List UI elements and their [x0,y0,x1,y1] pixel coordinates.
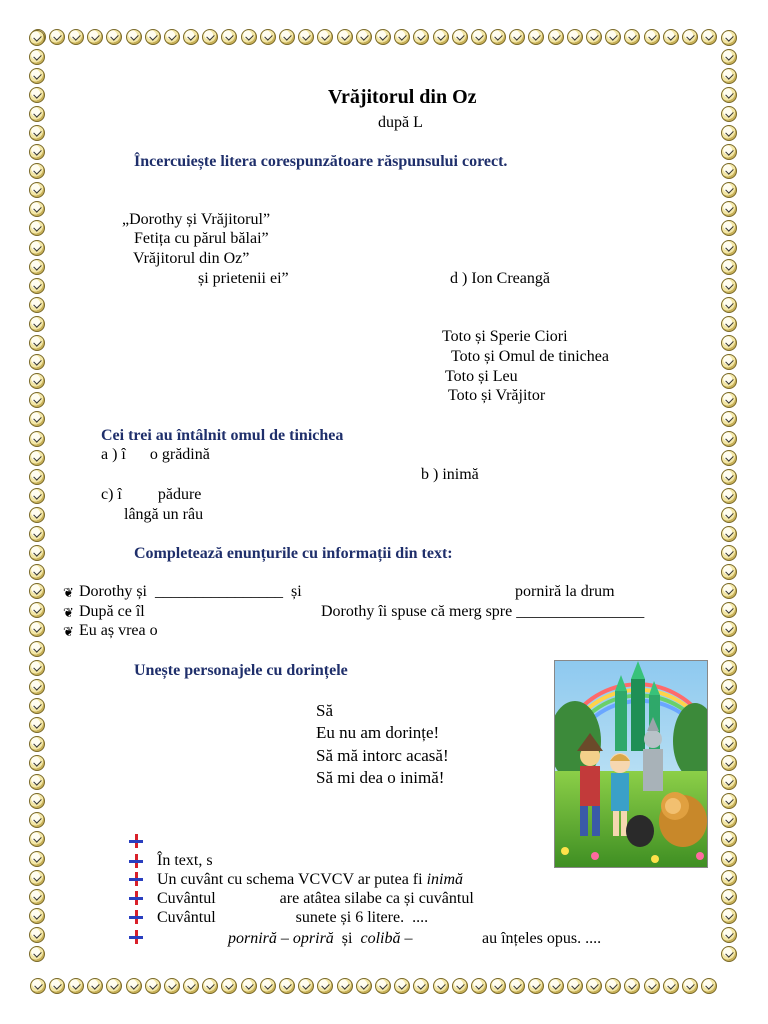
clock-border-icon [721,373,737,389]
clock-border-icon [29,927,45,943]
clock-border-icon [721,450,737,466]
s3-line2b: Dorothy îi spuse că merg spre ________________ [321,603,645,620]
clock-border-icon [106,29,122,45]
clock-border-icon [394,978,410,994]
clock-border-icon [29,641,45,657]
clock-border-icon [624,978,640,994]
clock-border-icon [29,812,45,828]
clock-border-icon [721,736,737,752]
s3-bullet: ❦ [63,624,74,639]
clock-border-icon [721,946,737,962]
clock-border-icon [721,793,737,809]
clock-border-icon [337,978,353,994]
s5-item5-d: au înțeles opus. .... [482,930,602,947]
clock-border-icon [471,978,487,994]
clock-border-icon [721,812,737,828]
clock-border-icon [721,755,737,771]
s5-item5-b: și [341,930,353,947]
clock-border-icon [164,29,180,45]
clock-border-icon [721,144,737,160]
clock-border-icon [721,660,737,676]
clock-border-icon [721,163,737,179]
s1-right-option: Toto și Leu [445,368,518,385]
section3-heading: Completează enunțurile cu informații din text: [134,545,453,562]
s1-right-option: Toto și Vrăjitor [448,387,546,404]
clock-border-icon [29,125,45,141]
clock-border-icon [375,978,391,994]
clock-border-icon [413,29,429,45]
page-title: Vrăjitorul din Oz [328,86,477,108]
clock-border-icon [548,978,564,994]
clock-border-icon [29,679,45,695]
clock-border-icon [145,29,161,45]
clock-border-icon [721,679,737,695]
clock-border-icon [375,29,391,45]
clock-border-icon [721,908,737,924]
s5-item5-c: colibă – [360,930,413,947]
border-right [720,28,738,964]
clock-border-icon [29,698,45,714]
clock-border-icon [317,978,333,994]
clock-border-icon [721,297,737,313]
clock-border-icon [29,564,45,580]
clock-border-icon [682,978,698,994]
s2-a: a ) î o grădină [101,446,210,463]
s1-line: și prietenii ei” [198,270,289,287]
clock-border-icon [29,373,45,389]
clock-border-icon [721,87,737,103]
clock-border-icon [394,29,410,45]
clock-border-icon [721,316,737,332]
clock-border-icon [721,602,737,618]
clock-border-icon [49,978,65,994]
clock-border-icon [721,488,737,504]
clock-border-icon [29,354,45,370]
clock-border-icon [721,411,737,427]
clock-border-icon [624,29,640,45]
clock-border-icon [29,526,45,542]
clock-border-icon [29,717,45,733]
clock-border-icon [721,30,737,46]
clock-border-icon [29,259,45,275]
clock-border-icon [721,564,737,580]
clock-border-icon [298,29,314,45]
section1-heading: Încercuiește litera corespunzătoare răspunsului corect. [134,153,508,170]
clock-border-icon [721,927,737,943]
clock-border-icon [29,316,45,332]
clock-border-icon [721,182,737,198]
clock-border-icon [241,978,257,994]
clock-border-icon [721,851,737,867]
bullet-cross-icon [129,854,143,868]
subtitle: după L [378,114,423,131]
clock-border-icon [29,392,45,408]
clock-border-icon [221,978,237,994]
clock-border-icon [452,29,468,45]
clock-border-icon [260,978,276,994]
clock-border-icon [29,831,45,847]
clock-border-icon [701,29,717,45]
clock-border-icon [29,278,45,294]
clock-border-icon [68,29,84,45]
clock-border-icon [30,978,46,994]
s5-item: Cuvântul are atâtea silabe ca și cuvântul [157,890,474,907]
clock-border-icon [663,29,679,45]
border-top [28,28,719,46]
clock-border-icon [29,774,45,790]
clock-border-icon [202,29,218,45]
clock-border-icon [721,889,737,905]
clock-border-icon [29,602,45,618]
clock-border-icon [337,29,353,45]
clock-border-icon [721,106,737,122]
clock-border-icon [490,978,506,994]
clock-border-icon [29,163,45,179]
s5-item-italic: inimă [426,871,464,888]
clock-border-icon [721,240,737,256]
clock-border-icon [356,29,372,45]
clock-border-icon [721,583,737,599]
clock-border-icon [721,526,737,542]
s1-line: „Dorothy și Vrăjitorul” [122,211,271,228]
clock-border-icon [29,106,45,122]
clock-border-icon [356,978,372,994]
clock-border-icon [548,29,564,45]
bullet-cross-icon [129,910,143,924]
clock-border-icon [241,29,257,45]
clock-border-icon [29,621,45,637]
section4-heading: Unește personajele cu dorințele [134,662,348,679]
s1-right-option: Toto și Omul de tinichea [451,348,609,365]
s1-line: Fetița cu părul bălai” [134,230,269,247]
clock-border-icon [29,851,45,867]
s1-line: Vrăjitorul din Oz” [133,250,250,267]
clock-border-icon [126,29,142,45]
clock-border-icon [644,29,660,45]
clock-border-icon [183,978,199,994]
clock-border-icon [528,29,544,45]
clock-border-icon [29,450,45,466]
clock-border-icon [29,793,45,809]
s1-option-d: d ) Ion Creangă [450,270,550,287]
clock-border-icon [490,29,506,45]
clock-border-icon [433,29,449,45]
clock-border-icon [87,29,103,45]
s3-line1a: Dorothy și ________________ și [79,583,302,600]
clock-border-icon [721,774,737,790]
clock-border-icon [279,29,295,45]
clock-border-icon [413,978,429,994]
clock-border-icon [29,469,45,485]
clock-border-icon [567,29,583,45]
clock-border-icon [452,978,468,994]
clock-border-icon [29,220,45,236]
clock-border-icon [663,978,679,994]
s5-item5-a: porniră – opriră [228,930,334,947]
clock-border-icon [29,908,45,924]
clock-border-icon [721,278,737,294]
clock-border-icon [145,978,161,994]
clock-border-icon [471,29,487,45]
clock-border-icon [29,870,45,886]
s2-c: c) î pădure [101,486,202,503]
s2-d: lângă un râu [124,506,204,523]
clock-border-icon [29,49,45,65]
bullet-cross-icon [129,930,143,944]
clock-border-icon [29,30,45,46]
clock-border-icon [260,29,276,45]
clock-border-icon [29,411,45,427]
s5-item: În text, s [157,852,213,869]
s2-b: b ) inimă [421,466,479,483]
clock-border-icon [721,469,737,485]
clock-border-icon [721,507,737,523]
clock-border-icon [605,29,621,45]
s5-item [157,870,463,889]
clock-border-icon [721,717,737,733]
clock-border-icon [317,29,333,45]
clock-border-icon [29,68,45,84]
s5-item: Cuvântul sunete și 6 litere. .... [157,909,429,926]
s3-bullet: ❦ [63,605,74,620]
clock-border-icon [721,125,737,141]
clock-border-icon [183,29,199,45]
clock-border-icon [29,240,45,256]
clock-border-icon [29,201,45,217]
section2-heading: Cei trei au întâlnit omul de tinichea [101,427,344,444]
clock-border-icon [87,978,103,994]
wish-line: Eu nu am dorințe! [316,723,440,742]
clock-border-icon [605,978,621,994]
clock-border-icon [29,660,45,676]
s3-line1b: porniră la drum [515,583,615,600]
clock-border-icon [29,182,45,198]
clock-border-icon [29,335,45,351]
clock-border-icon [644,978,660,994]
s3-line3: Eu aș vrea o [79,622,158,639]
clock-border-icon [202,978,218,994]
clock-border-icon [29,87,45,103]
s1-right-option: Toto și Sperie Ciori [442,328,568,345]
clock-border-icon [29,583,45,599]
clock-border-icon [509,978,525,994]
clock-border-icon [106,978,122,994]
clock-border-icon [29,488,45,504]
clock-border-icon [721,220,737,236]
clock-border-icon [586,29,602,45]
clock-border-icon [721,259,737,275]
clock-border-icon [29,946,45,962]
clock-border-icon [586,978,602,994]
clock-border-icon [721,698,737,714]
wish-line: Să mi dea o inimă! [316,768,445,787]
clock-border-icon [29,545,45,561]
wish-line: Să [316,701,333,720]
wizard-of-oz-illustration [554,660,708,868]
clock-border-icon [29,431,45,447]
clock-border-icon [298,978,314,994]
bullet-cross-icon [129,834,143,848]
s5-item [228,929,412,948]
clock-border-icon [29,297,45,313]
bullet-cross-icon [129,891,143,905]
clock-border-icon [164,978,180,994]
clock-border-icon [682,29,698,45]
s3-line2a: După ce îl [79,603,145,620]
clock-border-icon [49,29,65,45]
clock-border-icon [433,978,449,994]
clock-border-icon [279,978,295,994]
clock-border-icon [721,621,737,637]
clock-border-icon [721,68,737,84]
clock-border-icon [221,29,237,45]
clock-border-icon [721,545,737,561]
clock-border-icon [29,144,45,160]
border-bottom [28,977,719,995]
s3-bullet: ❦ [63,585,74,600]
clock-border-icon [68,978,84,994]
clock-border-icon [721,201,737,217]
wish-line: Să mă intorc acasă! [316,746,449,765]
clock-border-icon [721,49,737,65]
clock-border-icon [721,392,737,408]
clock-border-icon [29,889,45,905]
clock-border-icon [721,870,737,886]
clock-border-icon [721,831,737,847]
clock-border-icon [721,335,737,351]
bullet-cross-icon [129,872,143,886]
clock-border-icon [29,755,45,771]
clock-border-icon [29,736,45,752]
clock-border-icon [567,978,583,994]
clock-border-icon [721,354,737,370]
clock-border-icon [721,641,737,657]
border-left [28,28,46,964]
clock-border-icon [721,431,737,447]
clock-border-icon [126,978,142,994]
s5-item-text: Un cuvânt cu schema VCVCV ar putea fi [157,871,423,888]
clock-border-icon [29,507,45,523]
clock-border-icon [509,29,525,45]
clock-border-icon [701,978,717,994]
clock-border-icon [528,978,544,994]
